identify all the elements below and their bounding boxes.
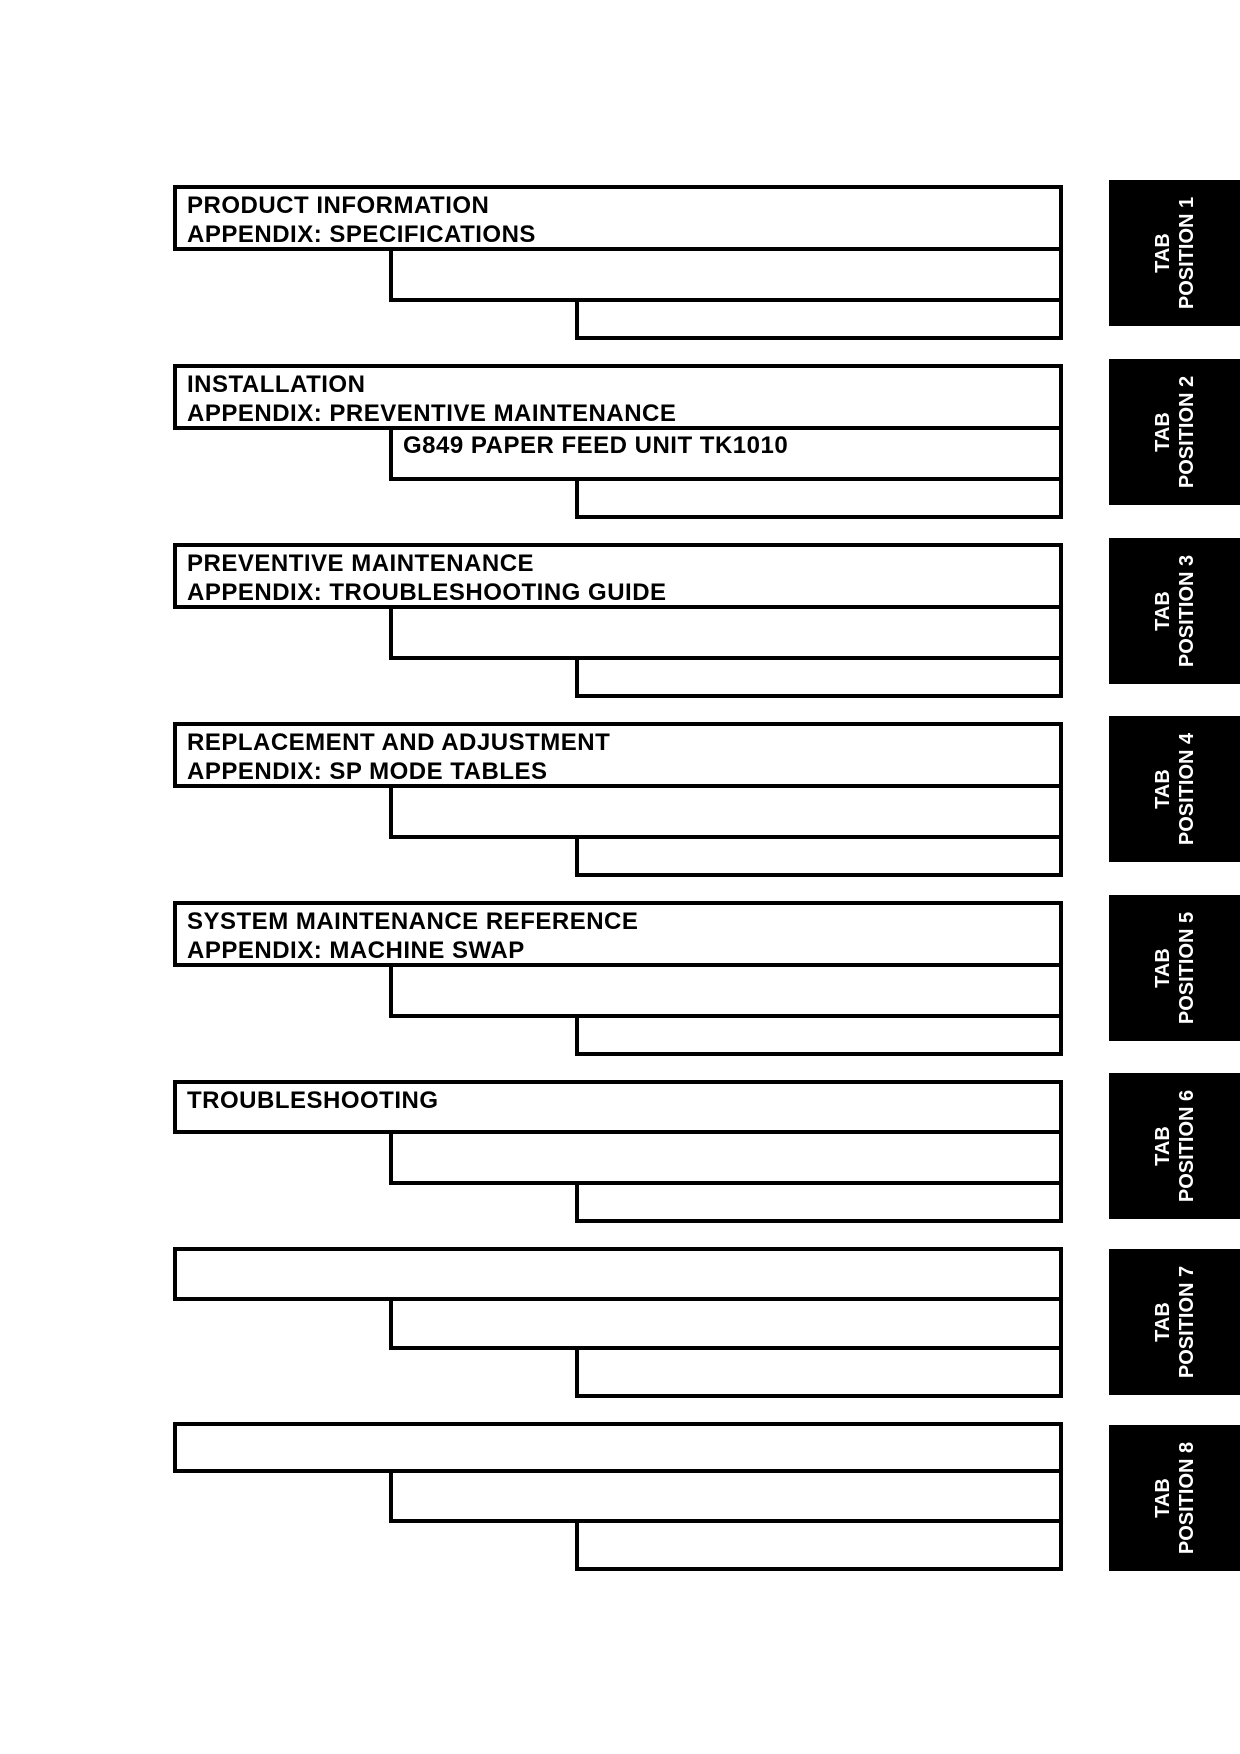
section-5-appendix: APPENDIX: MACHINE SWAP (187, 937, 525, 964)
section-1-title: PRODUCT INFORMATION (187, 192, 490, 219)
tab-7-line1: TAB (1151, 1302, 1174, 1342)
tab-1-line2: POSITION 1 (1175, 196, 1198, 310)
section-6-title: TROUBLESHOOTING (187, 1087, 439, 1114)
section-5-text (187, 907, 638, 965)
section-8-main-box (173, 1422, 1063, 1473)
tab-6-line1: TAB (1151, 1126, 1174, 1166)
section-8-third-box (575, 1519, 1063, 1571)
section-6-sub-box (389, 1130, 1063, 1185)
tab-position-8 (1109, 1425, 1240, 1571)
tab-4-line1: TAB (1151, 769, 1174, 809)
section-6-third-box (575, 1181, 1063, 1223)
tab-2-line2: POSITION 2 (1175, 375, 1198, 489)
section-3-text (187, 549, 667, 607)
tab-3-line1: TAB (1151, 591, 1174, 631)
tab-1-line1: TAB (1151, 233, 1174, 273)
section-4-text (187, 728, 610, 786)
section-3-title: PREVENTIVE MAINTENANCE (187, 550, 535, 577)
section-4-title: REPLACEMENT AND ADJUSTMENT (187, 729, 611, 756)
section-5-sub-box (389, 963, 1063, 1018)
section-2-subtitle: G849 PAPER FEED UNIT TK1010 (403, 432, 789, 459)
section-7-third-box (575, 1346, 1063, 1398)
tab-8-line2: POSITION 8 (1175, 1441, 1198, 1555)
tab-position-7 (1109, 1249, 1240, 1395)
section-6-text (187, 1086, 439, 1115)
section-1-third-box (575, 298, 1063, 340)
section-5-third-box (575, 1014, 1063, 1056)
section-4-third-box (575, 835, 1063, 877)
section-3-third-box (575, 656, 1063, 698)
tab-2-line1: TAB (1151, 412, 1174, 452)
section-2-third-box (575, 477, 1063, 519)
tab-5-line2: POSITION 5 (1175, 911, 1198, 1025)
section-8-sub-box (389, 1469, 1063, 1523)
section-3-sub-box (389, 605, 1063, 660)
tab-position-5 (1109, 895, 1240, 1041)
tab-7-line2: POSITION 7 (1175, 1265, 1198, 1379)
tab-5-line1: TAB (1151, 948, 1174, 988)
section-2-appendix: APPENDIX: PREVENTIVE MAINTENANCE (187, 400, 677, 427)
section-1-appendix: APPENDIX: SPECIFICATIONS (187, 221, 536, 248)
section-1-text (187, 191, 536, 249)
section-5-title: SYSTEM MAINTENANCE REFERENCE (187, 908, 639, 935)
tab-position-2 (1109, 359, 1240, 505)
section-7-sub-box (389, 1297, 1063, 1350)
tab-position-1 (1109, 180, 1240, 326)
section-4-sub-box (389, 784, 1063, 839)
section-1-sub-box (389, 247, 1063, 302)
tab-8-line1: TAB (1151, 1478, 1174, 1518)
tab-position-3 (1109, 538, 1240, 684)
section-7-main-box (173, 1247, 1063, 1301)
tab-position-4 (1109, 716, 1240, 862)
section-3-appendix: APPENDIX: TROUBLESHOOTING GUIDE (187, 579, 667, 606)
tab-4-line2: POSITION 4 (1175, 732, 1198, 846)
tab-position-6 (1109, 1073, 1240, 1219)
tab-6-line2: POSITION 6 (1175, 1089, 1198, 1203)
section-4-appendix: APPENDIX: SP MODE TABLES (187, 758, 548, 785)
section-2-title: INSTALLATION (187, 371, 366, 398)
section-2-text (187, 370, 676, 428)
tab-3-line2: POSITION 3 (1175, 554, 1198, 668)
